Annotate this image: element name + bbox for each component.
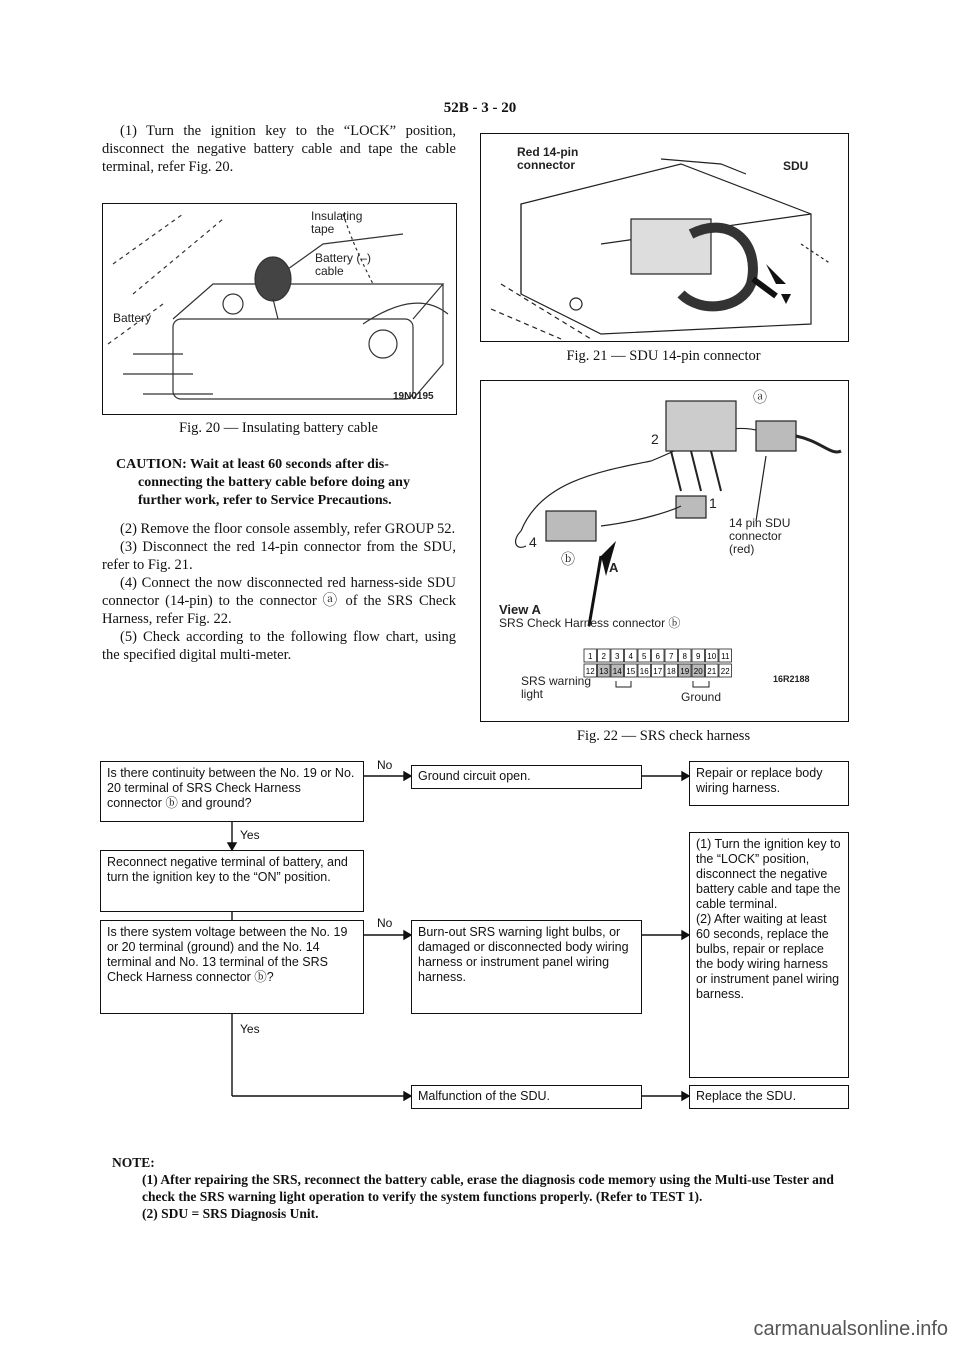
pin-number: 14 <box>612 667 622 676</box>
pin-number: 7 <box>669 652 674 661</box>
note-item-1: (1) After repairing the SRS, reconnect the battery cable, erase the diagnosis code memory using the Multi-use Tester and check the SRS warning light operation to verify the system functions properly. (Refer to TEST 1). <box>142 1172 834 1204</box>
pin-number: 8 <box>682 652 687 661</box>
pin-number: 20 <box>693 667 703 676</box>
label-red-connector: Red 14-pin connector <box>517 145 579 172</box>
page-number: 52B - 3 - 20 <box>443 100 517 116</box>
pin-number: 13 <box>599 667 609 676</box>
step-5: (5) Check according to the following flow chart, using the specified digital multi-meter. <box>102 629 456 663</box>
label-num-1: 1 <box>709 495 717 511</box>
flow-label-yes-1: Yes <box>240 828 260 842</box>
note-item-2: (2) SDU = SRS Diagnosis Unit. <box>142 1206 319 1221</box>
pin-number: 18 <box>666 667 676 676</box>
flow-replace-sdu: Replace the SDU. <box>689 1085 849 1109</box>
pin-number: 11 <box>721 652 730 661</box>
note-section <box>112 1154 852 1222</box>
callout-b: ⓑ <box>561 551 575 567</box>
label-srs-warning: SRS warning light <box>521 674 592 701</box>
label-view-a: View A <box>499 602 541 617</box>
step-2: (2) Remove the floor console assembly, refer GROUP 52. <box>120 521 456 537</box>
pin-number: 2 <box>601 652 606 661</box>
flow-label-no-2: No <box>377 916 393 930</box>
intro-step-text: (1) Turn the ignition key to the “LOCK” position, disconnect the negative battery cable and tape the cable terminal, refer Fig. 20. <box>102 123 456 175</box>
pin-number: 6 <box>655 652 660 661</box>
pin-number: 16 <box>639 667 649 676</box>
pin-number: 10 <box>707 652 717 661</box>
label-battery-cable: Battery (–) cable <box>315 251 372 278</box>
flow-ground-open: Ground circuit open. <box>411 765 642 789</box>
flow-label-yes-2: Yes <box>240 1022 260 1036</box>
flow-question-continuity: Is there continuity between the No. 19 or No. 20 terminal of SRS Check Harness connector ⓑ and ground? <box>100 761 364 822</box>
caution-line-3: further work, refer to Service Precautions. <box>138 493 392 508</box>
note-title: NOTE: <box>112 1155 155 1170</box>
flow-burnout: Burn-out SRS warning light bulbs, or damaged or disconnected body wiring harness or instrument panel wiring harness. <box>411 920 642 1014</box>
label-sdu-connector: 14 pin SDU connector (red) <box>729 516 791 556</box>
figure-code: 19N0195 <box>393 391 434 402</box>
flow-malfunction: Malfunction of the SDU. <box>411 1085 642 1109</box>
pin-number: 15 <box>626 667 636 676</box>
label-num-4: 4 <box>529 534 537 550</box>
pin-number: 5 <box>642 652 647 661</box>
pin-number: 3 <box>615 652 620 661</box>
flow-reconnect: Reconnect negative terminal of battery, and turn the ignition key to the “ON” position. <box>100 850 364 912</box>
flow-right-step-1: (1) Turn the ignition key to the “LOCK” position, disconnect the negative battery cable and tape the cable terminal. <box>696 837 841 911</box>
step-4: (4) Connect the now disconnected red harness-side SDU connector (14-pin) to the connector ⓐ of the SRS Check Harness, refer Fig. 22. <box>102 575 456 627</box>
flow-question-voltage: Is there system voltage between the No. 19 or 20 terminal (ground) and the No. 14 terminal and No. 13 terminal of the SRS Check Harness connector ⓑ? <box>100 920 364 1014</box>
label-letter-a: A <box>609 560 619 575</box>
caution-line-2: connecting the battery cable before doing any <box>138 475 410 490</box>
label-ground: Ground <box>681 690 722 704</box>
label-battery: Battery <box>113 311 152 325</box>
fig20-caption: Fig. 20 — Insulating battery cable <box>179 420 378 436</box>
flow-right-step-2: (2) After waiting at least 60 seconds, replace the bulbs, repair or replace the body wiring harness or instrument panel wiring barness. <box>696 912 840 1001</box>
pin-number: 19 <box>680 667 690 676</box>
pin-number: 12 <box>585 667 595 676</box>
pin-number: 1 <box>588 652 593 661</box>
fig22-caption: Fig. 22 — SRS check harness <box>576 728 751 744</box>
label-sdu: SDU <box>783 159 809 173</box>
flow-label-no-1: No <box>377 758 393 772</box>
pin-number: 17 <box>653 667 663 676</box>
label-insulating-tape: Insulating tape <box>311 209 363 236</box>
label-num-2: 2 <box>651 431 659 447</box>
label-harness-connector: SRS Check Harness connector ⓑ <box>499 616 681 630</box>
flow-right-steps <box>689 832 849 1078</box>
watermark: carmanualsonline.info <box>753 1318 948 1340</box>
pin-number: 9 <box>696 652 701 661</box>
pin-number: 4 <box>628 652 633 661</box>
callout-a: ⓐ <box>753 389 767 405</box>
pin-number: 21 <box>707 667 717 676</box>
fig21-caption: Fig. 21 — SDU 14-pin connector <box>566 348 761 364</box>
caution-line-1: CAUTION: Wait at least 60 seconds after dis- <box>116 457 389 472</box>
pin-number: 22 <box>720 667 730 676</box>
flow-repair-body: Repair or replace body wiring harness. <box>689 761 849 806</box>
step-3: (3) Disconnect the red 14-pin connector from the SDU, refer to Fig. 21. <box>102 539 456 573</box>
figure-code: 16R2188 <box>773 674 810 684</box>
